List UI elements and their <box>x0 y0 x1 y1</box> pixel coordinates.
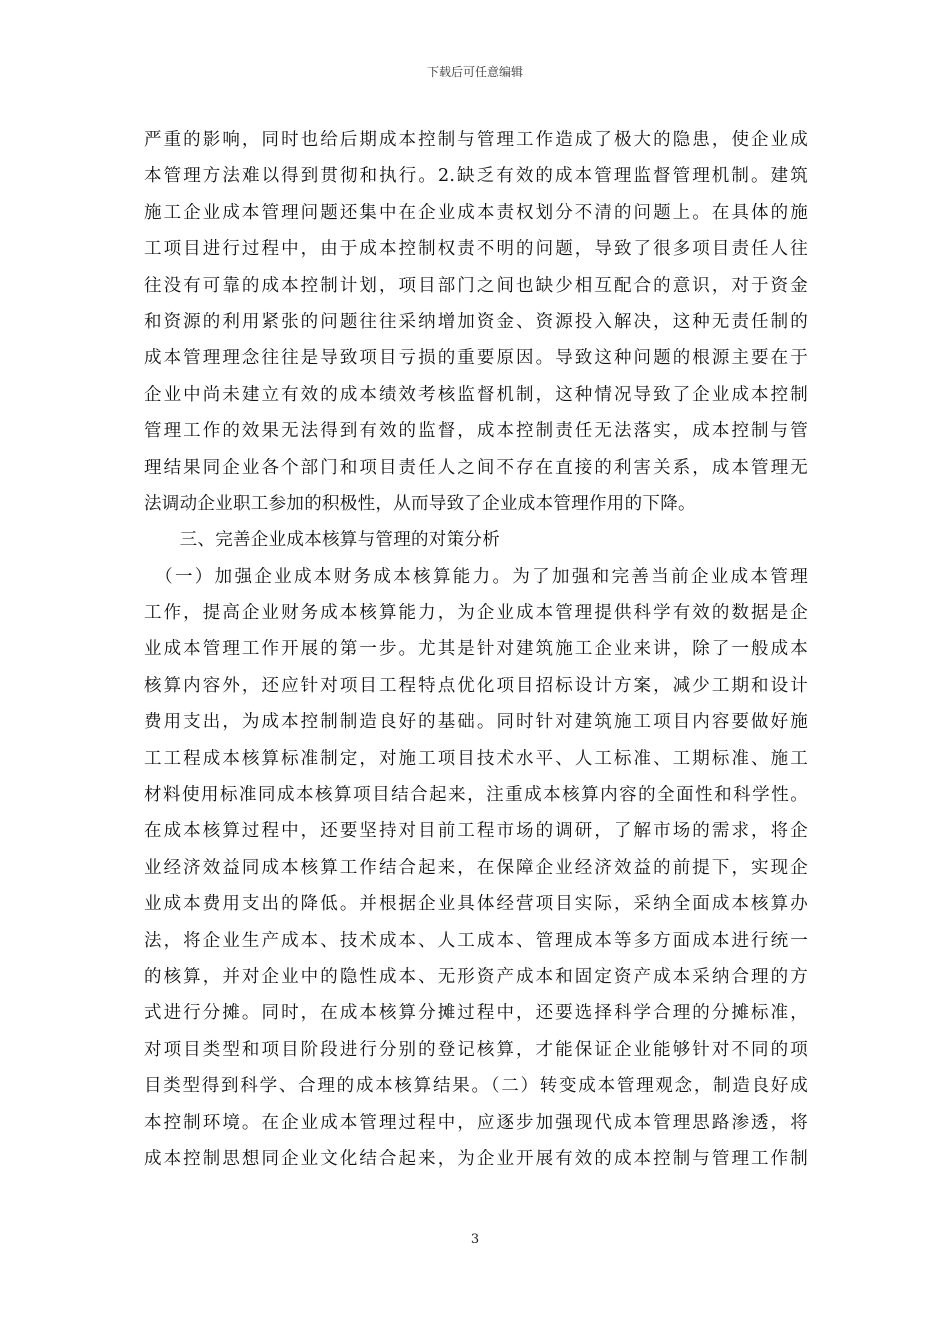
text-line: 严重的影响，同时也给后期成本控制与管理工作造成了极大的隐患，使企业成 <box>144 130 808 150</box>
text-line: 工工程成本核算标准制定，对施工项目技术水平、人工标准、工期标准、施工 <box>144 748 808 769</box>
text-line: 管理工作的效果无法得到有效的监督，成本控制责任无法落实，成本控制与管 <box>144 421 808 442</box>
text-line: 业成本费用支出的降低。并根据企业具体经营项目实际，采纳全面成本核算办 <box>144 894 808 915</box>
text-line: 本控制环境。在企业成本管理过程中，应逐步加强现代成本管理思路渗透，将 <box>144 1112 808 1133</box>
text-line: 企业中尚未建立有效的成本绩效考核监督机制，这种情况导致了企业成本控制 <box>144 384 808 405</box>
text-line: 理结果同企业各个部门和项目责任人之间不存在直接的利害关系，成本管理无 <box>144 457 808 478</box>
text-line: 的核算，并对企业中的隐性成本、无形资产成本和固定资产成本采纳合理的方 <box>144 966 808 987</box>
text-line: 费用支出，为成本控制制造良好的基础。同时针对建筑施工项目内容要做好施 <box>144 712 808 733</box>
text-line: （一）加强企业成本财务成本核算能力。为了加强和完善当前企业成本管理 <box>144 566 808 587</box>
text-line: 成本控制思想同企业文化结合起来，为企业开展有效的成本控制与管理工作制 <box>144 1148 808 1169</box>
text-line: 本管理方法难以得到贯彻和执行。2.缺乏有效的成本管理监督管理机制。建筑 <box>144 166 808 187</box>
text-line: 业成本管理工作开展的第一步。尤其是针对建筑施工企业来讲，除了一般成本 <box>144 639 808 660</box>
text-line: 工项目进行过程中，由于成本控制权责不明的问题，导致了很多项目责任人往 <box>144 239 808 260</box>
section-heading: 三、完善企业成本核算与管理的对策分析 <box>144 530 500 551</box>
text-line: 往没有可靠的成本控制计划，项目部门之间也缺少相互配合的意识，对于资金 <box>144 275 808 296</box>
page-number: 3 <box>470 1232 480 1247</box>
text-line: 工作，提高企业财务成本核算能力，为企业成本管理提供科学有效的数据是企 <box>144 603 808 624</box>
text-line: 法，将企业生产成本、技术成本、人工成本、管理成本等多方面成本进行统一 <box>144 930 808 951</box>
body-text <box>144 122 808 1177</box>
text-line: 材料使用标准同成本核算项目结合起来，注重成本核算内容的全面性和科学性。 <box>144 785 808 806</box>
text-line: 目类型得到科学、合理的成本核算结果。（二）转变成本管理观念，制造良好成 <box>144 1076 808 1097</box>
text-line: 核算内容外，还应针对项目工程特点优化项目招标设计方案，减少工期和设计 <box>144 675 808 696</box>
text-line: 法调动企业职工参加的积极性，从而导致了企业成本管理作用的下降。 <box>144 493 696 514</box>
text-line: 和资源的利用紧张的问题往往采纳增加资金、资源投入解决，这种无责任制的 <box>144 311 808 332</box>
page-header: 下载后可任意编辑 <box>426 65 523 79</box>
text-line: 在成本核算过程中，还要坚持对目前工程市场的调研，了解市场的需求，将企 <box>144 821 808 842</box>
text-line: 成本管理理念往往是导致项目亏损的重要原因。导致这种问题的根源主要在于 <box>144 348 808 369</box>
text-line: 对项目类型和项目阶段进行分别的登记核算，才能保证企业能够针对不同的项 <box>144 1039 808 1060</box>
text-line: 业经济效益同成本核算工作结合起来，在保障企业经济效益的前提下，实现企 <box>144 857 808 878</box>
text-line: 施工企业成本管理问题还集中在企业成本责权划分不清的问题上。在具体的施 <box>144 202 808 223</box>
text-line: 式进行分摊。同时，在成本核算分摊过程中，还要选择科学合理的分摊标准， <box>144 1003 808 1024</box>
